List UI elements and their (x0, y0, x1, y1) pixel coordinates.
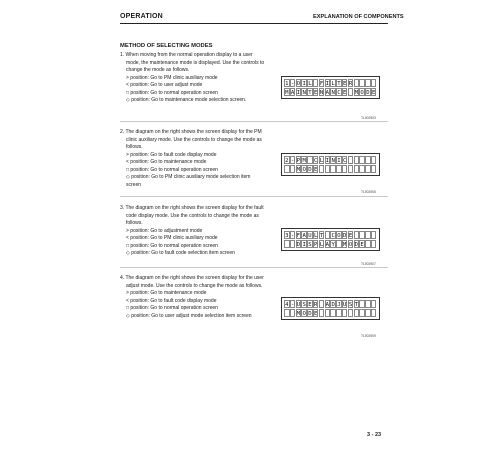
item-separator (120, 267, 388, 268)
item-option-line: < position: Go to maintenance mode (126, 159, 207, 165)
figure-code: TL002909 (361, 334, 376, 338)
lcd-char-cell: O (302, 167, 306, 173)
lcd-char-cell: I (325, 81, 330, 87)
lcd-char-cell (359, 309, 365, 317)
lcd-char-cell: T (319, 233, 324, 239)
lcd-char-cell (325, 231, 331, 239)
lcd-display (281, 76, 380, 99)
lcd-char-cell: T (337, 81, 341, 87)
lcd-char-cell: - (290, 302, 295, 308)
lcd-row (284, 300, 377, 308)
lcd-char-cell: C (331, 233, 335, 239)
lcd-char-cell (359, 165, 365, 173)
item-separator (120, 196, 388, 197)
lcd-char-cell (354, 231, 360, 239)
lcd-char-cell: M (354, 90, 358, 96)
lcd-char-cell (354, 165, 360, 173)
lcd-char-cell: M (296, 311, 301, 317)
lcd-char-cell: O (302, 311, 306, 317)
item-option-line: □ position: Go to normal operation screen (126, 166, 218, 173)
lcd-char-cell (284, 309, 290, 317)
item-lead-line: 1. When moving from the normal operation display to a user (120, 52, 253, 58)
item-option-line: > position: Go to maintenance mode (126, 290, 207, 296)
lcd-char-cell: E (360, 242, 364, 248)
lcd-char-cell: P (296, 158, 301, 164)
lcd-char-cell: O (296, 81, 301, 87)
item-option-line: > position: Go to adjustment mode (126, 227, 203, 234)
item-lead-line: adjust mode. Use the controls to change the mode as follows. (126, 282, 263, 289)
item-option-line: < position: Go to PM clinic auxiliary mode (126, 235, 218, 241)
figure-code: TL002903 (361, 116, 376, 120)
lcd-char-cell: 4 (285, 302, 289, 308)
item-option-line: screen (126, 181, 142, 188)
lcd-char-cell (371, 240, 377, 248)
lcd-char-cell (371, 300, 377, 308)
lcd-char-cell (359, 156, 365, 164)
lcd-char-cell (354, 309, 360, 317)
lcd-char-cell: - (290, 158, 295, 164)
mode-item-2 (120, 129, 276, 189)
lcd-char-cell: D (308, 167, 312, 173)
lcd-display (281, 153, 380, 176)
lcd-char-cell: A (302, 233, 306, 239)
lcd-char-cell (354, 156, 360, 164)
lcd-char-cell: 1 (285, 81, 289, 87)
lcd-char-cell: F (296, 233, 301, 239)
lcd-char-cell: D (331, 302, 335, 308)
lcd-char-cell (307, 156, 313, 164)
lcd-char-cell: D (343, 233, 347, 239)
mode-item-3 (120, 205, 276, 258)
lcd-row (284, 165, 377, 173)
lcd-char-cell: P (314, 242, 318, 248)
lcd-char-cell: U (296, 302, 301, 308)
lcd-char-cell (348, 88, 354, 96)
lcd-char-cell: J (337, 302, 341, 308)
lcd-char-cell: M (302, 158, 306, 164)
lcd-char-cell (359, 231, 365, 239)
item-lead-line: mode, the maintenance mode is displayed. Use the controls to (126, 59, 265, 66)
lcd-char-cell: T (308, 90, 312, 96)
lcd-char-cell: U (343, 302, 347, 308)
lcd-char-cell: N (302, 90, 306, 96)
lcd-char-cell: E (314, 90, 318, 96)
lcd-char-cell: L (331, 81, 335, 87)
lcd-char-cell: N (331, 90, 335, 96)
lcd-char-cell (365, 79, 371, 87)
lcd-char-cell: N (319, 90, 324, 96)
lcd-char-cell (371, 165, 377, 173)
lcd-char-cell (365, 300, 371, 308)
lcd-char-cell (365, 309, 371, 317)
lcd-char-cell (371, 79, 377, 87)
lcd-char-cell: O (348, 242, 353, 248)
lcd-char-cell: A (290, 90, 295, 96)
lcd-row (284, 156, 377, 164)
figure-code: TL002907 (361, 262, 376, 266)
lcd-char-cell: A (325, 302, 330, 308)
lcd-char-cell: F (319, 81, 324, 87)
lcd-char-cell: I (302, 242, 306, 248)
lcd-char-cell: D (308, 311, 312, 317)
lcd-char-cell: D (296, 242, 301, 248)
lcd-char-cell (359, 300, 365, 308)
item-option-line: ◇ position: Go to PM clinic auxiliary mode selection item (126, 174, 251, 180)
lcd-row (284, 240, 377, 248)
page-number: 3 - 23 (367, 432, 382, 438)
lcd-char-cell: L (314, 233, 318, 239)
lcd-char-cell: E (314, 311, 318, 317)
lcd-char-cell (342, 165, 348, 173)
lcd-char-cell: M (343, 242, 347, 248)
lcd-char-cell: - (290, 233, 295, 239)
lcd-char-cell: 2 (285, 158, 289, 164)
mode-item-4 (120, 275, 276, 320)
lcd-char-cell: L (319, 242, 324, 248)
item-lead-line: 2. The diagram on the right shows the screen display for the PM (120, 129, 262, 135)
lcd-char-cell: S (302, 302, 306, 308)
lcd-char-cell (290, 309, 296, 317)
lcd-row (284, 309, 377, 317)
lcd-char-cell: E (308, 302, 312, 308)
lcd-char-cell (290, 165, 296, 173)
lcd-char-cell (290, 240, 296, 248)
item-lead-line: clinic auxiliary mode. Use the controls to change the mode as (126, 136, 262, 143)
item-lead-line: change the mode as follows. (126, 67, 190, 73)
item-option-line: < position: Go to user adjust mode (126, 82, 203, 88)
lcd-char-cell (284, 240, 290, 248)
lcd-char-cell (359, 79, 365, 87)
lcd-char-cell (348, 165, 354, 173)
lcd-char-cell (365, 231, 371, 239)
lcd-char-cell (325, 309, 331, 317)
mode-item-1 (120, 52, 276, 105)
lcd-char-cell: E (348, 233, 353, 239)
lcd-char-cell: C (337, 90, 341, 96)
lcd-char-cell (284, 165, 290, 173)
lcd-char-cell: U (308, 233, 312, 239)
item-lead-line: follows. (126, 144, 143, 150)
lcd-char-cell: M (296, 167, 301, 173)
lcd-char-cell (342, 309, 348, 317)
item-lead-line: 4. The diagram on the right shows the screen display for the user (120, 275, 264, 281)
lcd-display (281, 297, 380, 320)
lcd-char-cell (330, 165, 336, 173)
item-lead-line: code display mode. Use the controls to change the mode as (126, 212, 259, 219)
item-option-line: □ position: Go to normal operation screen (126, 242, 218, 249)
item-option-line: > position: Go to fault code display mode (126, 151, 217, 158)
lcd-display (281, 228, 380, 251)
item-option-line: ◇ position: Go to fault code selection item screen (126, 250, 235, 256)
lcd-char-cell: D (366, 90, 370, 96)
lcd-char-cell (354, 79, 360, 87)
lcd-char-cell: O (360, 90, 364, 96)
lcd-char-cell (336, 240, 342, 248)
item-lead-line: follows. (126, 220, 143, 226)
lcd-char-cell: A (325, 90, 330, 96)
lcd-char-cell: M (285, 90, 289, 96)
lcd-char-cell (319, 309, 325, 317)
item-lead-line: 3. The diagram on the right shows the screen display for the fault (120, 205, 264, 211)
item-option-line: ◇ position: Go to user adjust mode selection item screen (126, 312, 252, 319)
lcd-row (284, 79, 377, 87)
lcd-char-cell: A (325, 242, 330, 248)
lcd-char-cell (313, 79, 319, 87)
item-option-line: ◇ position: Go to maintenance mode selection screen. (126, 97, 247, 103)
lcd-char-cell (330, 309, 336, 317)
lcd-char-cell (336, 165, 342, 173)
lcd-char-cell (371, 156, 377, 164)
lcd-char-cell: E (343, 81, 347, 87)
lcd-char-cell: C (343, 158, 347, 164)
lcd-char-cell: R (314, 302, 318, 308)
lcd-char-cell: L (319, 158, 324, 164)
lcd-char-cell (348, 156, 354, 164)
lcd-char-cell (371, 231, 377, 239)
lcd-char-cell: 3 (285, 233, 289, 239)
lcd-char-cell: I (302, 81, 306, 87)
lcd-row (284, 88, 377, 96)
figure-code: TL002905 (361, 190, 376, 194)
lcd-char-cell: I (337, 158, 341, 164)
lcd-char-cell: I (296, 90, 301, 96)
lcd-char-cell: N (331, 158, 335, 164)
lcd-char-cell: L (308, 81, 312, 87)
lcd-char-cell: E (372, 90, 376, 96)
header-rule (120, 23, 388, 24)
lcd-char-cell: D (354, 242, 358, 248)
header-section: OPERATION (120, 13, 163, 20)
lcd-char-cell (319, 165, 325, 173)
lcd-char-cell: O (337, 233, 341, 239)
lcd-char-cell: S (348, 302, 353, 308)
lcd-char-cell (348, 309, 354, 317)
section-title: METHOD OF SELECTING MODES (120, 43, 213, 49)
lcd-char-cell: T (354, 302, 358, 308)
lcd-char-cell: E (343, 90, 347, 96)
lcd-char-cell: - (290, 81, 295, 87)
item-option-line: □ position: Go to normal operation screen (126, 305, 218, 311)
lcd-char-cell (371, 309, 377, 317)
lcd-char-cell: S (308, 242, 312, 248)
item-option-line: < position: Go to fault code display mode (126, 297, 217, 304)
lcd-char-cell (319, 300, 325, 308)
lcd-char-cell: C (314, 158, 318, 164)
item-separator (120, 121, 388, 122)
lcd-char-cell (325, 165, 331, 173)
item-option-line: > position: Go to PM clinic auxiliary mode (126, 74, 218, 81)
lcd-char-cell: Y (331, 242, 335, 248)
lcd-char-cell (365, 156, 371, 164)
lcd-char-cell (365, 165, 371, 173)
lcd-char-cell: I (325, 158, 330, 164)
lcd-char-cell (365, 240, 371, 248)
item-option-line: □ position: Go to normal operation screen (126, 89, 218, 96)
lcd-char-cell: E (314, 167, 318, 173)
lcd-char-cell: R (348, 81, 353, 87)
lcd-row (284, 231, 377, 239)
lcd-char-cell (336, 309, 342, 317)
header-chapter: EXPLANATION OF COMPONENTS (313, 14, 404, 20)
